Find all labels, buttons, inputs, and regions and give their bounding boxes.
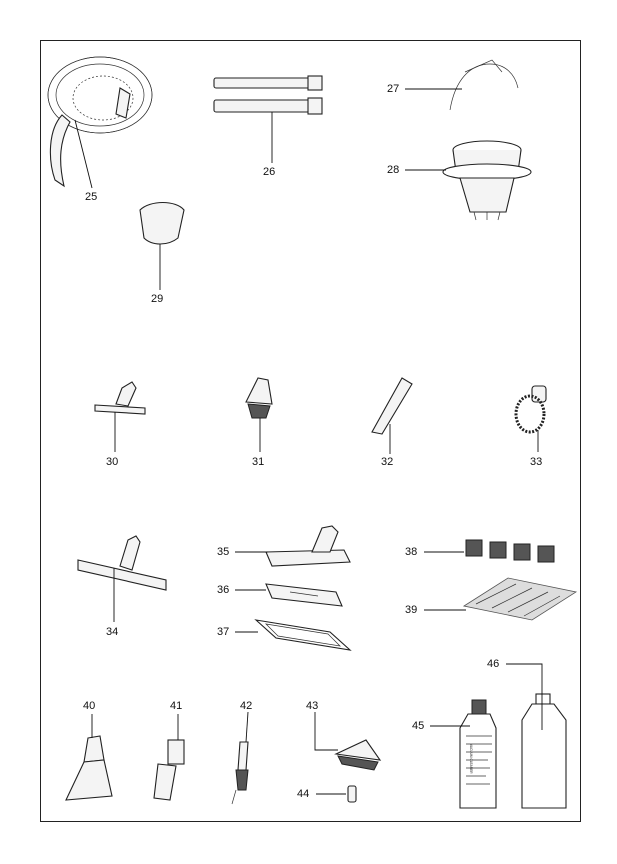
label-40: 40 [83, 700, 96, 712]
part-27-handle [405, 60, 518, 110]
label-38: 38 [405, 546, 418, 558]
part-43-triangle [315, 712, 380, 770]
label-39: 39 [405, 604, 418, 616]
label-25: 25 [85, 191, 98, 203]
label-36: 36 [217, 584, 230, 596]
label-45: 45 [412, 720, 425, 732]
part-37-pad [235, 620, 350, 650]
label-29: 29 [151, 293, 164, 305]
label-31: 31 [252, 456, 265, 468]
label-33: 33 [530, 456, 543, 468]
label-34: 34 [106, 626, 119, 638]
label-28: 28 [387, 164, 400, 176]
label-27: 27 [387, 83, 400, 95]
label-43: 43 [306, 700, 319, 712]
part-41-adapter [154, 714, 184, 800]
bottle-45-text: VACUUM CLEANER [469, 744, 473, 774]
part-35-floor-nozzle [235, 526, 350, 566]
part-29-cup [140, 203, 184, 291]
part-31-brush [246, 378, 272, 452]
label-32: 32 [381, 456, 394, 468]
label-35: 35 [217, 546, 230, 558]
label-26: 26 [263, 166, 276, 178]
label-30: 30 [106, 456, 119, 468]
part-34-squeegee [78, 536, 166, 622]
label-37: 37 [217, 626, 230, 638]
part-32-crevice [372, 378, 412, 454]
part-40-upholstery [66, 714, 112, 800]
part-36-insert [235, 584, 342, 606]
label-41: 41 [170, 700, 183, 712]
part-30-nozzle [95, 382, 145, 452]
label-42: 42 [240, 700, 253, 712]
part-39-mesh [424, 578, 576, 620]
part-44-tip [316, 786, 356, 802]
part-46-bottle [506, 664, 566, 808]
label-46: 46 [487, 658, 500, 670]
part-42-small-brush [232, 712, 248, 804]
part-26-tubes [214, 76, 322, 163]
part-38-filters [424, 540, 554, 562]
part-28-basket [405, 141, 531, 220]
part-45-bottle [430, 700, 496, 808]
label-44: 44 [297, 788, 310, 800]
part-25-hose [48, 57, 152, 188]
part-33-round-brush [516, 386, 546, 452]
